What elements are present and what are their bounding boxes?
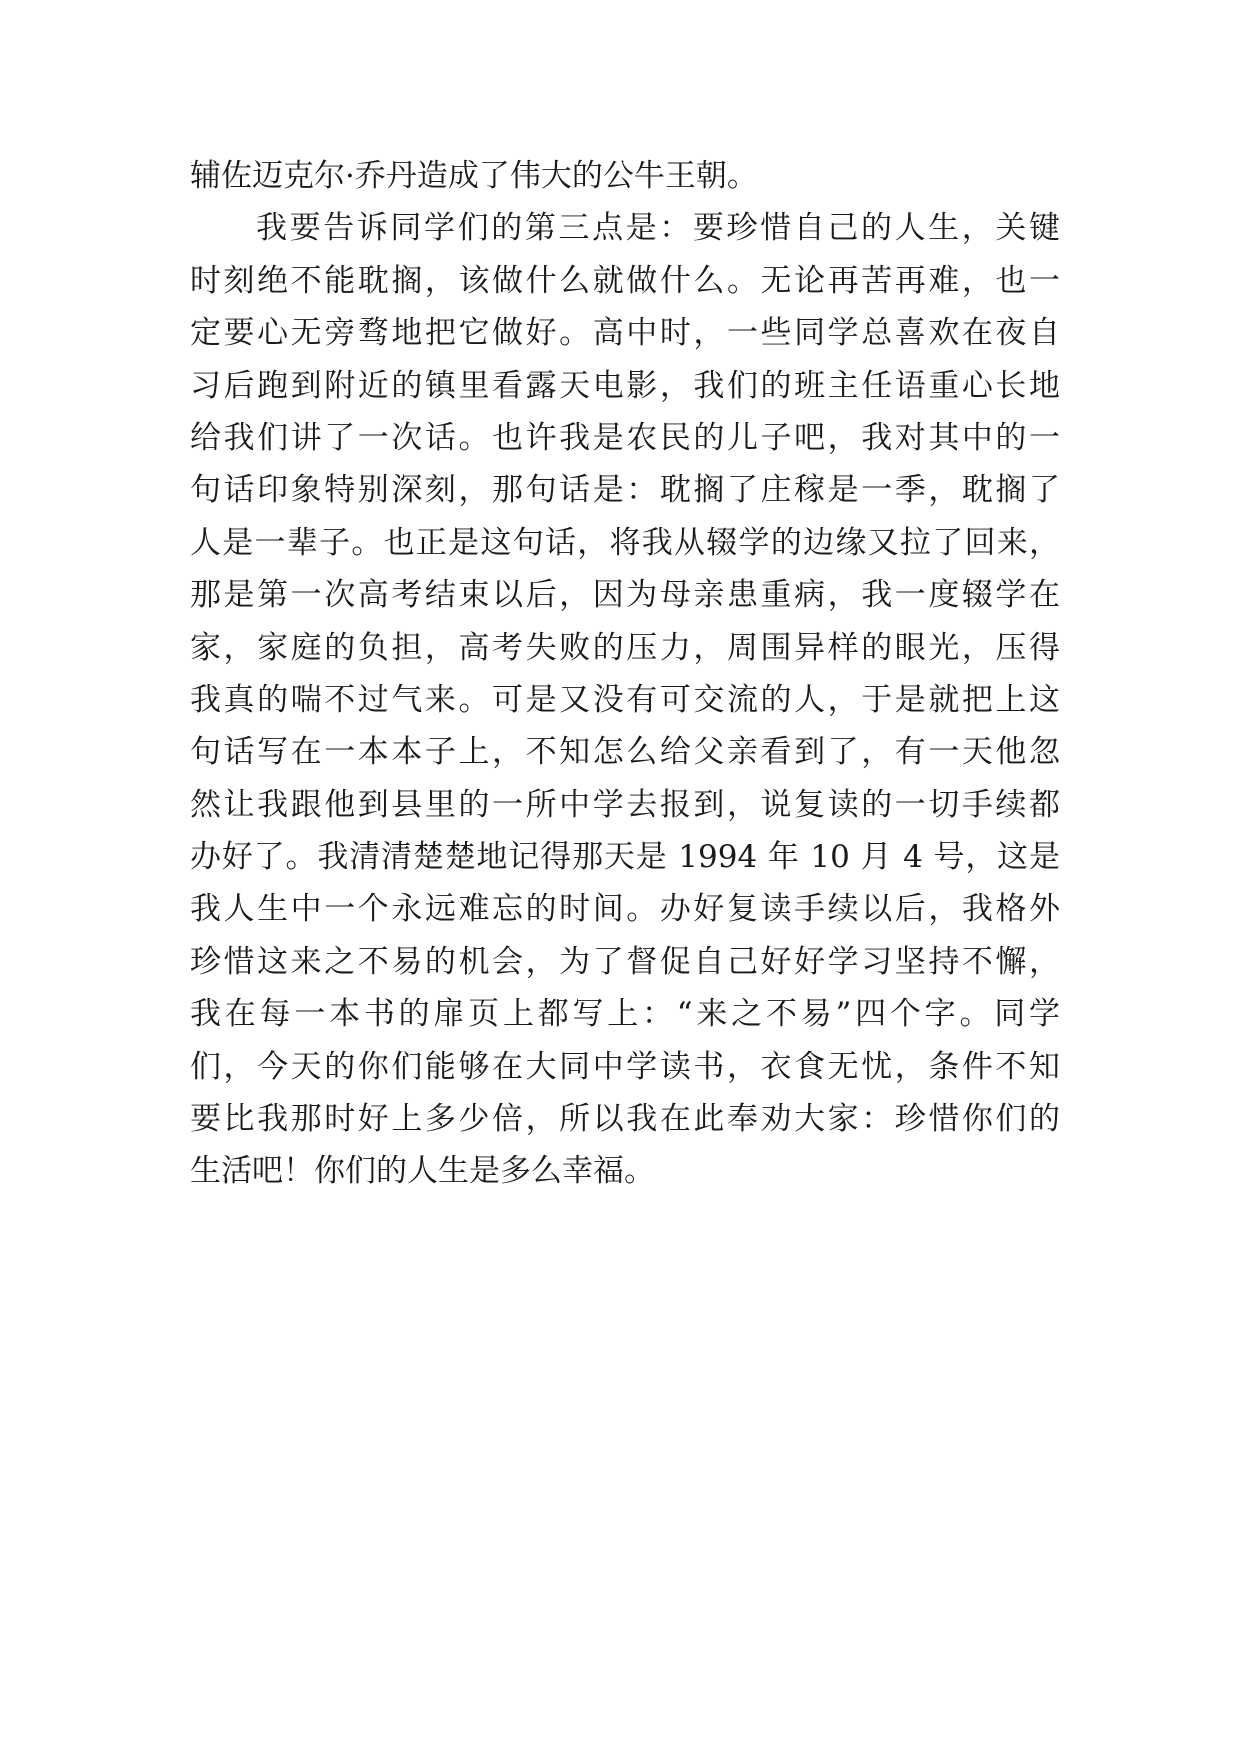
text-line: 句话写在一本本子上，不知怎么给父亲看到了，有一天他忽 [190,734,1060,771]
text-line: 辅佐迈克尔·乔丹造成了伟大的公牛王朝。 [190,158,758,194]
text-line: 我真的喘不过气来。可是又没有可交流的人，于是就把上这 [190,681,1060,718]
text-line: 我在每一本书的扉页上都写上：“来之不易”四个字。同学 [190,996,1060,1033]
text-line: 我人生中一个永远难忘的时间。办好复读手续以后，我格外 [190,891,1060,928]
text-line: 习后跑到附近的镇里看露天电影，我们的班主任语重心长地 [190,367,1060,404]
paragraph-first-line: 我要告诉同学们的第三点是：要珍惜自己的人生，关键 [256,210,1060,247]
text-line: 人是一辈子。也正是这句话，将我从辍学的边缘又拉了回来， [190,524,1060,561]
text-line: 要比我那时好上多少倍，所以我在此奉劝大家：珍惜你们的 [190,1101,1060,1138]
text-line: 家，家庭的负担，高考失败的压力，周围异样的眼光，压得 [190,629,1060,666]
text-line: 生活吧！你们的人生是多么幸福。 [190,1153,655,1190]
text-line: 然让我跟他到县里的一所中学去报到，说复读的一切手续都 [190,786,1060,823]
text-line: 们，今天的你们能够在大同中学读书，衣食无忧，条件不知 [190,1048,1060,1085]
body-text [190,150,1060,1198]
text-line: 时刻绝不能耽搁，该做什么就做什么。无论再苦再难，也一 [190,262,1060,299]
text-line: 办好了。我清清楚楚地记得那天是 1994 年 10 月 4 号，这是 [190,839,1060,876]
text-line: 句话印象特别深刻，那句话是：耽搁了庄稼是一季，耽搁了 [190,472,1060,509]
text-line: 珍惜这来之不易的机会，为了督促自己好好学习坚持不懈， [190,943,1060,980]
text-line: 那是第一次高考结束以后，因为母亲患重病，我一度辍学在 [190,577,1060,614]
text-line: 给我们讲了一次话。也许我是农民的儿子吧，我对其中的一 [190,419,1060,456]
text-line: 定要心无旁骛地把它做好。高中时，一些同学总喜欢在夜自 [190,315,1060,352]
